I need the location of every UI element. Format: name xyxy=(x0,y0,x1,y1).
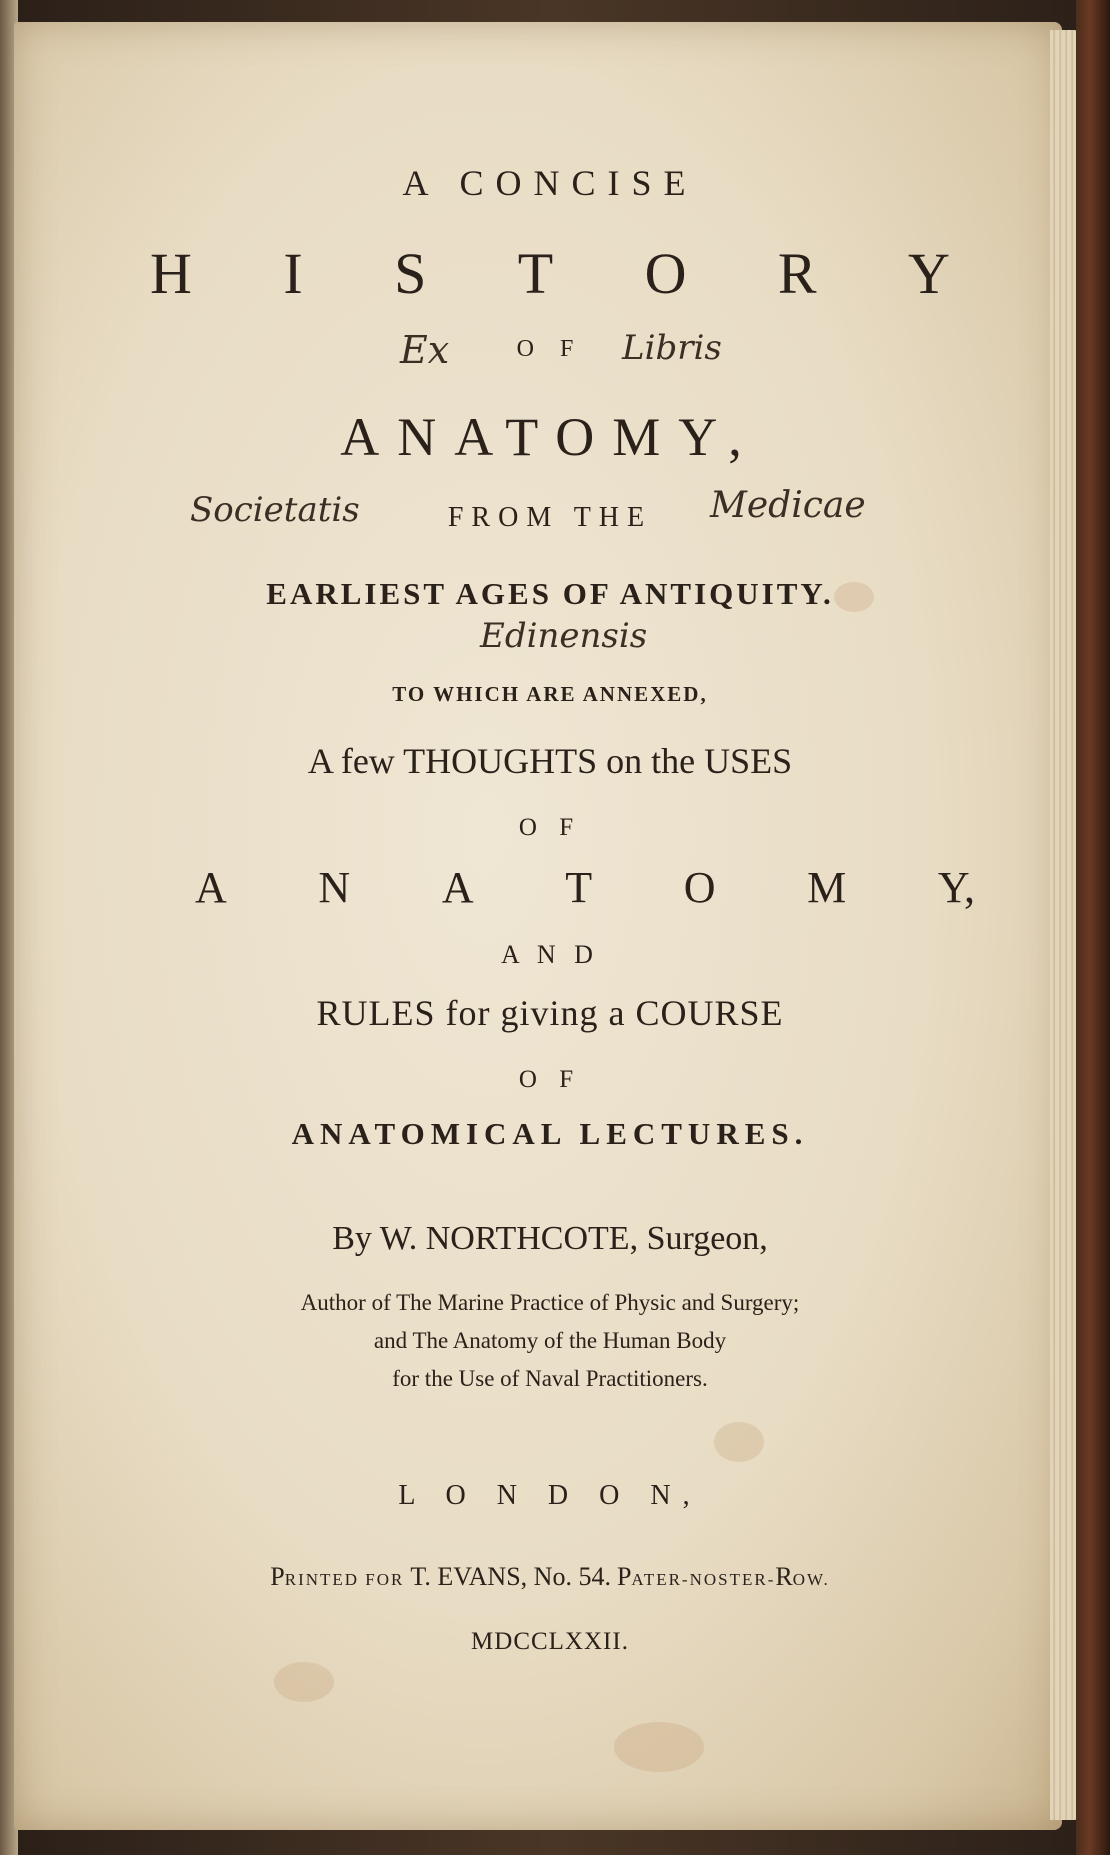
printer-cap-r: R xyxy=(775,1562,793,1591)
inscription-societatis: Societatis xyxy=(190,490,360,530)
line-works-2: and The Anatomy of the Human Body xyxy=(373,1328,727,1353)
line-works-1: Author of The Marine Practice of Physic and Surgery; xyxy=(300,1290,800,1315)
history-letter: S xyxy=(394,241,427,306)
line-anatomy-2 xyxy=(195,862,975,913)
history-letter: Y xyxy=(908,241,950,306)
line-rules: RULES for giving a COURSE xyxy=(316,993,784,1033)
line-a-concise: A CONCISE xyxy=(402,163,698,203)
line-london: L O N D O N, xyxy=(398,1480,702,1511)
line-from-the: FROM THE xyxy=(447,502,653,533)
book-cover-edge xyxy=(1076,0,1110,1855)
anatomy-letter: N xyxy=(318,863,351,912)
line-annexed: TO WHICH ARE ANNEXED, xyxy=(392,682,708,706)
line-printer xyxy=(150,1562,950,1592)
inscription-libris: Libris xyxy=(622,328,722,368)
printer-cap-p2: P xyxy=(616,1562,632,1591)
line-year: MDCCLXXII. xyxy=(471,1628,629,1655)
printer-pater-noster: ATER-NOSTER- xyxy=(631,1570,776,1589)
inscription-medicae: Medicae xyxy=(710,485,866,526)
line-of-1: O F xyxy=(516,336,584,362)
line-earliest-ages: EARLIEST AGES OF ANTIQUITY. xyxy=(266,576,834,611)
printer-evans: T. EVANS, No. 54. xyxy=(410,1562,611,1591)
line-and: A N D xyxy=(501,940,599,969)
inscription-edinensis: Edinensis xyxy=(480,616,648,656)
foxing-stain xyxy=(714,1422,764,1462)
line-thoughts: A few THOUGHTS on the USES xyxy=(307,741,793,781)
line-history xyxy=(150,240,950,307)
anatomy-letter: A xyxy=(195,863,227,912)
line-author: By W. NORTHCOTE, Surgeon, xyxy=(332,1220,768,1257)
anatomy-letter: Y, xyxy=(937,863,975,912)
anatomy-letter: O xyxy=(683,863,716,912)
line-anatomy-1: ANATOMY, xyxy=(340,407,760,467)
printer-row: OW. xyxy=(792,1570,830,1589)
history-letter: H xyxy=(150,241,192,306)
printer-printed-for: RINTED FOR xyxy=(284,1570,405,1589)
history-letter: R xyxy=(777,241,817,306)
line-of-2: O F xyxy=(518,814,582,841)
foxing-stain xyxy=(274,1662,334,1702)
history-letter: T xyxy=(517,241,554,306)
line-works-3: for the Use of Naval Practitioners. xyxy=(392,1366,708,1391)
inscription-ex: Ex xyxy=(400,328,450,372)
line-anatomical-lectures: ANATOMICAL LECTURES. xyxy=(291,1116,809,1151)
foxing-stain xyxy=(614,1722,704,1772)
anatomy-letter: A xyxy=(441,863,474,912)
anatomy-letter: T xyxy=(565,863,593,912)
line-of-3: O F xyxy=(518,1066,582,1093)
anatomy-letter: M xyxy=(807,863,847,912)
history-letter: O xyxy=(644,241,687,306)
history-letter: I xyxy=(283,241,303,306)
printer-cap-p: P xyxy=(270,1562,285,1591)
